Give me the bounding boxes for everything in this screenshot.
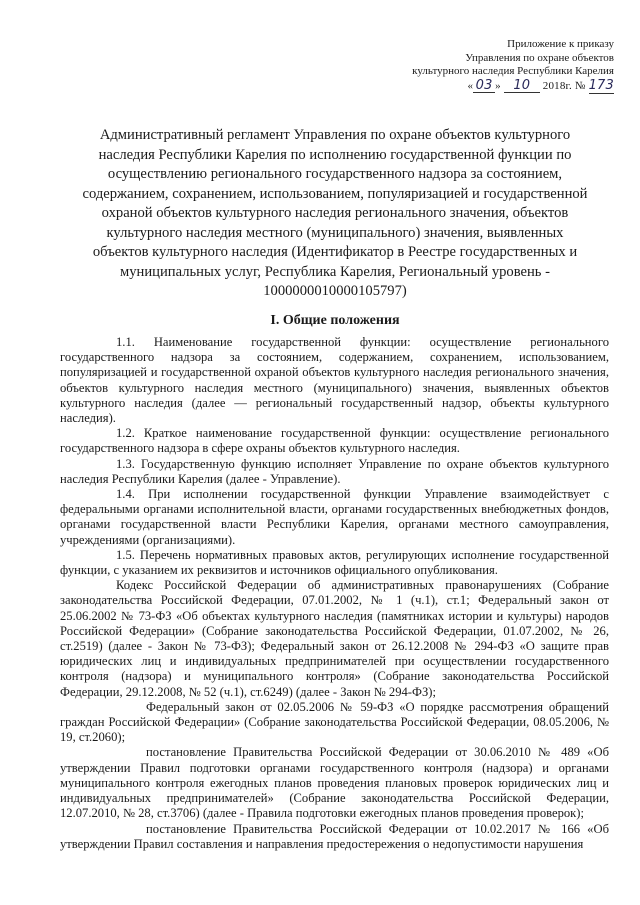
paragraph-1-1: 1.1. Наименование государственной функции: осуществление регионального государственного надзора за состоянием, содержанием, сохранением, использованием, популяризацией и государственной охраной объектов культурного наследия регионального значения, объектов культурного наследия местного (муниципального) значения, выявленных объектов культурного наследия (далее — региональный государственный надзор, объекты культурного наследия). <box>60 335 609 426</box>
document-body <box>60 335 609 852</box>
paragraph-1-4: 1.4. При исполнении государственной функции Управление взаимодействует с федеральными органами исполнительной власти, органами государственных внебюджетных фондов, органами государственной власти Республики Карелия, органами местного самоуправления, учреждениями (организациями). <box>60 487 609 547</box>
order-date-line <box>412 79 614 94</box>
date-year: 2018г. № <box>542 79 586 92</box>
order-number: 173 <box>588 77 614 93</box>
appendix-line-3: культурного наследия Республики Карелия <box>412 65 614 77</box>
paragraph-1-3: 1.3. Государственную функцию исполняет Управление по охране объектов культурного наследия Республики Карелия (далее - Управление). <box>60 456 609 486</box>
paragraph-1-5: 1.5. Перечень нормативных правовых актов, регулирующих исполнение государственной функции, с указанием их реквизитов и источников официального опубликования. <box>60 547 609 578</box>
paragraph-legal-acts: Кодекс Российской Федерации об административных правонарушениях (Собрание законодательства Российской Федерации, 07.01.2002, № 1 (ч.1), ст.1; Федеральный закон от 25.06.2002 № 73-ФЗ «Об объектах культурного наследия (памятниках истории и культуры) народов Российской Федерации» (Собрание законодательства Российской Федерации, 01.07.2002, № 26, ст.2519) (далее - Закон № 73-ФЗ); Федеральный закон от 26.12.2008 № 294-ФЗ «О защите прав юридических лиц и индивидуальных предпринимателей при осуществлении государственного контроля (надзора) и муниципального контроля» (Собрание законодательства Российской Федерации, 29.12.2008, № 52 (ч.1), ст.6249) (далее - Закон № 294-ФЗ); <box>60 578 609 699</box>
section-heading: I. Общие положения <box>270 313 400 328</box>
date-day: 03 <box>473 79 495 94</box>
document-title: Административный регламент Управления по охране объектов культурного наследия Республики Карелия по исполнению государственной функции по осуществлению регионального государственного надзора за состоянием, содержанием, сохранением, использованием, популяризацией и государственной охраной объектов культурного наследия регионального значения, объектов культурного наследия местного (муниципального) значения, выявленных объектов культурного наследия (Идентификатор в Реестре государственных и муниципальных услуг, Республика Карелия, Региональный уровень - 1000000010000105797) <box>82 127 588 299</box>
paragraph-1-2: 1.2. Краткое наименование государственной функции: осуществление регионального государственного надзора в сфере охраны объектов культурного наследия. <box>60 426 609 456</box>
appendix-line-2: Управления по охране объектов <box>465 51 614 64</box>
date-month: 10 <box>504 79 540 94</box>
paragraph-decree-489: постановление Правительства Российской Федерации от 30.06.2010 № 489 «Об утверждении Правил подготовки органами государственного контроля (надзора) и органами муниципального контроля ежегодных планов проведения плановых проверок юридических лиц и индивидуальных предпринимателей» (Собрание законодательства Российской Федерации, 12.07.2010, № 28, ст.3706) (далее - Правила подготовки ежегодных планов проведения проверок); <box>60 745 609 821</box>
paragraph-decree-166: постановление Правительства Российской Федерации от 10.02.2017 № 166 «Об утверждении Правил составления и направления предостережения о недопустимости нарушения <box>60 821 609 851</box>
appendix-line-1: Приложение к приказу <box>507 38 614 50</box>
paragraph-law-59fz: Федеральный закон от 02.05.2006 № 59-ФЗ «О порядке рассмотрения обращений граждан Российской Федерации» (Собрание законодательства Российской Федерации, 08.05.2006, № 19, ст.2060); <box>60 699 609 745</box>
date-open-quote: « <box>467 79 474 92</box>
appendix-header <box>412 38 614 93</box>
date-close-quote: » <box>495 79 501 92</box>
